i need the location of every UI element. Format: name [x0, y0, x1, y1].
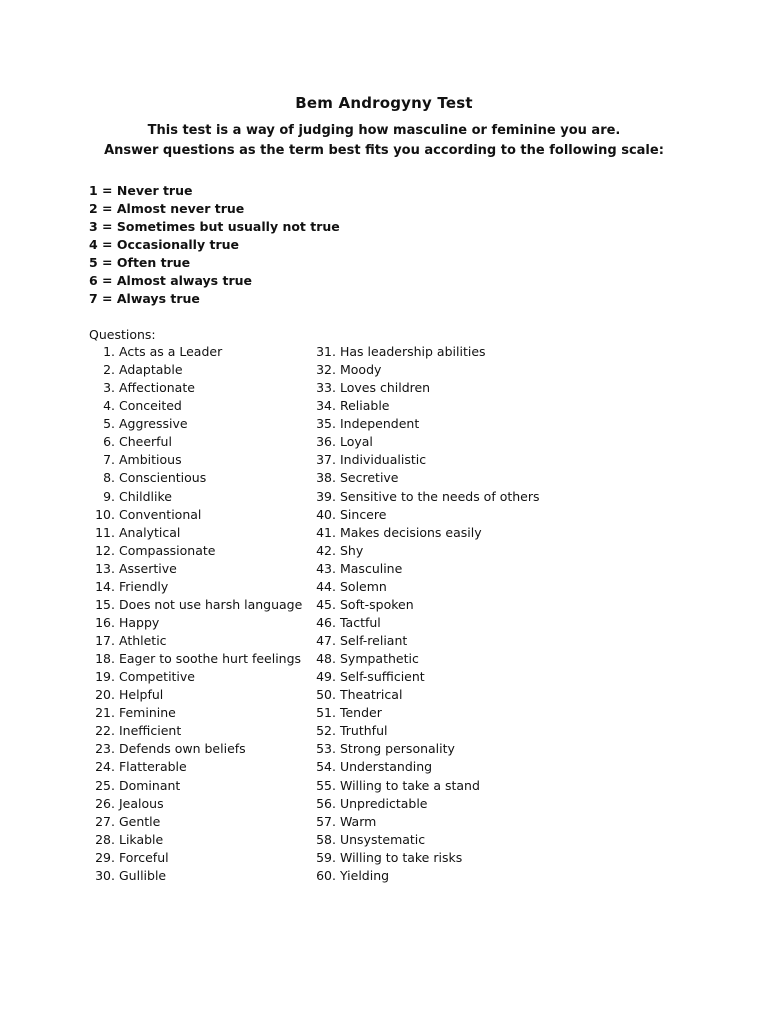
question-item: [87, 867, 313, 885]
question-text: Friendly: [118, 578, 169, 594]
question-item: [316, 722, 576, 740]
question-text: Compassionate: [118, 542, 216, 558]
question-number: 14.: [95, 578, 115, 594]
question-number: 47.: [316, 633, 336, 648]
question-number: 8.: [103, 470, 115, 486]
question-item: [316, 758, 576, 776]
question-text: Defends own beliefs: [118, 741, 246, 757]
question-text: Inefficient: [118, 723, 182, 739]
question-text: Shy: [339, 542, 364, 558]
question-number: 46.: [316, 614, 336, 630]
question-text: Assertive: [118, 560, 177, 576]
question-item: [316, 867, 576, 885]
question-text: Adaptable: [118, 362, 183, 378]
question-item: [316, 488, 576, 506]
question-text: Jealous: [118, 795, 164, 811]
question-text: Ambitious: [118, 452, 182, 468]
question-item: [316, 415, 576, 433]
question-text: Sincere: [339, 506, 387, 522]
question-number: 22.: [95, 723, 115, 739]
question-number: 50.: [316, 687, 336, 703]
intro-line-1: This test is a way of judging how masculine or feminine you are.: [147, 123, 621, 138]
question-number: 29.: [95, 849, 115, 865]
question-item: [87, 397, 313, 415]
question-number: 59.: [316, 849, 336, 865]
scale-item: 1 = Never true: [89, 183, 193, 198]
question-text: Self-reliant: [339, 633, 408, 648]
question-number: 30.: [95, 867, 115, 883]
question-text: Gullible: [118, 867, 167, 883]
question-number: 28.: [95, 831, 115, 847]
question-item: [87, 795, 313, 813]
questions-column-left: [87, 343, 313, 885]
question-number: 15.: [95, 596, 115, 612]
question-item: [316, 632, 576, 650]
question-number: 17.: [95, 633, 115, 648]
scale-item: 4 = Occasionally true: [89, 237, 239, 252]
question-number: 40.: [316, 506, 336, 522]
question-item: [316, 506, 576, 524]
question-number: 34.: [316, 398, 336, 414]
question-item: [87, 578, 313, 596]
question-item: [87, 596, 313, 614]
question-item: [316, 451, 576, 469]
question-text: Cheerful: [118, 434, 172, 450]
question-text: Masculine: [339, 560, 403, 576]
question-number: 9.: [103, 488, 115, 504]
question-item: [87, 469, 313, 487]
question-number: 6.: [103, 434, 115, 450]
question-item: [87, 813, 313, 831]
scale-item: 7 = Always true: [89, 291, 200, 306]
question-text: Analytical: [118, 524, 181, 540]
question-item: [316, 650, 576, 668]
question-item: [316, 343, 576, 361]
question-text: Willing to take risks: [339, 849, 463, 865]
question-number: 24.: [95, 759, 115, 775]
question-text: Soft-spoken: [339, 596, 414, 612]
question-text: Understanding: [339, 759, 433, 775]
question-number: 27.: [95, 813, 115, 829]
question-text: Loyal: [339, 434, 373, 450]
question-text: Self-sufficient: [339, 669, 425, 685]
scale-item: 5 = Often true: [89, 255, 191, 270]
question-item: [316, 596, 576, 614]
question-text: Childlike: [118, 488, 172, 504]
question-number: 38.: [316, 470, 336, 486]
question-text: Independent: [339, 416, 420, 432]
question-text: Conventional: [118, 506, 202, 522]
question-number: 25.: [95, 777, 115, 793]
question-item: [87, 506, 313, 524]
scale-item: 6 = Almost always true: [89, 273, 252, 288]
question-number: 5.: [103, 416, 115, 432]
question-number: 2.: [103, 362, 115, 378]
question-item: [87, 451, 313, 469]
question-item: [87, 343, 313, 361]
question-item: [87, 650, 313, 668]
question-item: [316, 686, 576, 704]
question-text: Tender: [339, 705, 382, 721]
question-number: 23.: [95, 741, 115, 757]
question-number: 37.: [316, 452, 336, 468]
question-number: 13.: [95, 560, 115, 576]
question-number: 53.: [316, 741, 336, 757]
question-item: [87, 488, 313, 506]
question-item: [87, 524, 313, 542]
question-item: [87, 831, 313, 849]
question-number: 43.: [316, 560, 336, 576]
question-number: 42.: [316, 542, 336, 558]
question-text: Happy: [118, 614, 160, 630]
question-number: 58.: [316, 831, 336, 847]
question-item: [316, 831, 576, 849]
question-number: 12.: [95, 542, 115, 558]
question-item: [316, 813, 576, 831]
question-item: [87, 686, 313, 704]
question-text: Feminine: [118, 705, 176, 721]
question-number: 57.: [316, 813, 336, 829]
question-text: Likable: [118, 831, 164, 847]
question-item: [87, 704, 313, 722]
question-item: [87, 722, 313, 740]
question-number: 39.: [316, 488, 336, 504]
question-number: 31.: [316, 344, 336, 359]
question-text: Loves children: [339, 380, 431, 396]
scale-item: 2 = Almost never true: [89, 201, 245, 216]
question-number: 35.: [316, 416, 336, 432]
question-number: 55.: [316, 777, 336, 793]
question-text: Conscientious: [118, 470, 207, 486]
question-text: Makes decisions easily: [339, 524, 482, 540]
question-item: [316, 560, 576, 578]
question-item: [87, 849, 313, 867]
question-text: Athletic: [118, 633, 167, 648]
question-text: Secretive: [339, 470, 399, 486]
question-number: 44.: [316, 578, 336, 594]
question-number: 33.: [316, 380, 336, 396]
question-number: 18.: [95, 651, 115, 667]
question-item: [87, 614, 313, 632]
question-item: [316, 668, 576, 686]
question-text: Yielding: [339, 867, 390, 883]
question-item: [316, 614, 576, 632]
question-number: 11.: [95, 524, 115, 540]
question-text: Strong personality: [339, 741, 455, 757]
question-text: Forceful: [118, 849, 169, 865]
question-number: 32.: [316, 362, 336, 378]
question-number: 51.: [316, 705, 336, 721]
question-number: 20.: [95, 687, 115, 703]
question-item: [87, 415, 313, 433]
question-number: 1.: [103, 344, 115, 359]
question-number: 7.: [103, 452, 115, 468]
question-item: [316, 777, 576, 795]
question-number: 21.: [95, 705, 115, 721]
page-title: Bem Androgyny Test: [295, 94, 473, 112]
question-text: Gentle: [118, 813, 161, 829]
question-number: 48.: [316, 651, 336, 667]
question-number: 41.: [316, 524, 336, 540]
question-item: [316, 795, 576, 813]
question-text: Individualistic: [339, 452, 427, 468]
question-item: [87, 632, 313, 650]
question-text: Competitive: [118, 669, 195, 685]
question-item: [87, 433, 313, 451]
question-text: Solemn: [339, 578, 387, 594]
question-text: Moody: [339, 362, 382, 378]
question-number: 3.: [103, 380, 115, 396]
question-text: Does not use harsh language: [118, 596, 303, 612]
question-text: Eager to soothe hurt feelings: [118, 651, 302, 667]
question-text: Unpredictable: [339, 795, 428, 811]
question-item: [316, 469, 576, 487]
question-number: 54.: [316, 759, 336, 775]
question-item: [316, 379, 576, 397]
question-item: [87, 740, 313, 758]
question-text: Acts as a Leader: [118, 344, 223, 359]
question-item: [316, 704, 576, 722]
question-item: [87, 560, 313, 578]
question-item: [316, 542, 576, 560]
question-number: 52.: [316, 723, 336, 739]
question-text: Unsystematic: [339, 831, 426, 847]
questions-heading: Questions:: [89, 327, 156, 342]
question-text: Affectionate: [118, 380, 195, 396]
question-text: Truthful: [339, 723, 388, 739]
question-item: [316, 397, 576, 415]
questions-column-right: [316, 343, 576, 885]
scale-item: 3 = Sometimes but usually not true: [89, 219, 340, 234]
question-item: [87, 758, 313, 776]
question-text: Dominant: [118, 777, 181, 793]
question-number: 36.: [316, 434, 336, 450]
question-text: Has leadership abilities: [339, 344, 486, 359]
question-text: Helpful: [118, 687, 164, 703]
question-item: [316, 361, 576, 379]
question-number: 26.: [95, 795, 115, 811]
question-item: [316, 433, 576, 451]
question-item: [87, 777, 313, 795]
question-number: 56.: [316, 795, 336, 811]
question-item: [87, 361, 313, 379]
question-text: Tactful: [339, 614, 381, 630]
question-number: 4.: [103, 398, 115, 414]
question-number: 45.: [316, 596, 336, 612]
question-item: [87, 542, 313, 560]
question-number: 10.: [95, 506, 115, 522]
question-text: Reliable: [339, 398, 390, 414]
question-number: 19.: [95, 669, 115, 685]
question-text: Sensitive to the needs of others: [339, 488, 540, 504]
question-item: [87, 379, 313, 397]
question-number: 16.: [95, 614, 115, 630]
question-text: Sympathetic: [339, 651, 419, 667]
question-item: [87, 668, 313, 686]
question-item: [316, 524, 576, 542]
question-text: Flatterable: [118, 759, 187, 775]
question-number: 49.: [316, 669, 336, 685]
question-number: 60.: [316, 867, 336, 883]
question-item: [316, 578, 576, 596]
question-text: Aggressive: [118, 416, 188, 432]
question-text: Conceited: [118, 398, 182, 414]
rating-scale: [89, 182, 340, 308]
intro-line-2: Answer questions as the term best fits you according to the following scale:: [104, 143, 664, 158]
question-text: Warm: [339, 813, 377, 829]
question-item: [316, 849, 576, 867]
question-text: Willing to take a stand: [339, 777, 480, 793]
question-text: Theatrical: [339, 687, 403, 703]
question-item: [316, 740, 576, 758]
